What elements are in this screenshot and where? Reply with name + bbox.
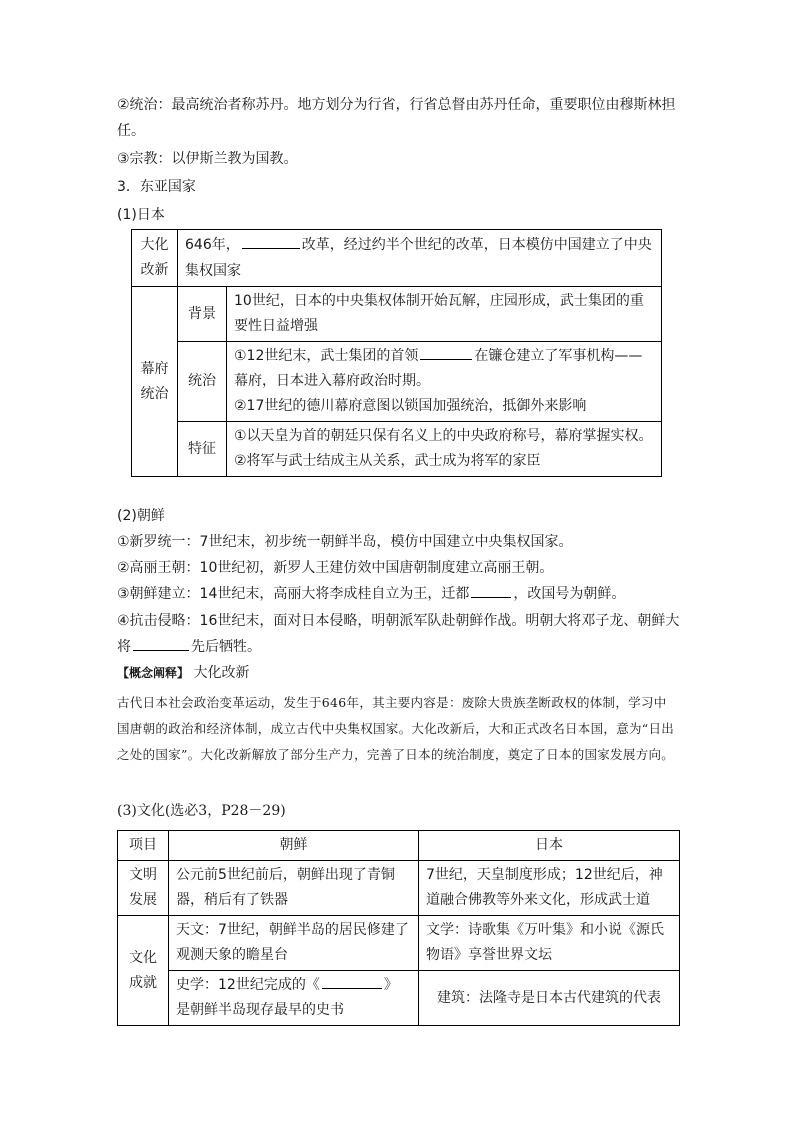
joseon-blank[interactable] [471, 583, 511, 598]
feature-1: ①以天皇为首的朝廷只保有名义上的中央政府称号，幕府掌握实权。 [234, 428, 653, 444]
bakufu-label: 幕府统治 [132, 287, 178, 477]
table-row [132, 422, 662, 477]
taika-cell [178, 230, 662, 287]
hist-post: 》是朝鲜半岛现存最早的史书 [176, 977, 398, 1018]
table-row [118, 861, 680, 916]
rule-1-pre: ①12世纪末，武士集团的首领 [234, 348, 419, 364]
civ-japan: 7世纪，天皇制度形成；12世纪后，神道融合佛教等外来文化，形成武士道 [419, 861, 680, 916]
arch-japan: 建筑：法隆寺是日本古代建筑的代表 [419, 971, 680, 1026]
korea-joseon [117, 581, 687, 607]
hist-korea [169, 971, 419, 1026]
hist-pre: 史学：12世纪完成的《 [176, 977, 320, 993]
concept-paragraph: 古代日本社会政治变革运动，发生于646年，其主要内容是：废除大贵族垄断政权的体制，学习中国唐朝的政治和经济体制，成立古代中央集权国家。大化改新后，大和正式改名日本国，意为“日出之处的国家”。大化改新解放了部分生产力，完善了日本的统治制度，奠定了日本的国家发展方向。 [117, 695, 675, 762]
concept-tag: 【概念阐释】 [117, 666, 190, 680]
background-text: 10世纪，日本的中央集权体制开始瓦解，庄园形成，武士集团的重要性日益增强 [227, 287, 662, 342]
feature-cell [227, 422, 662, 477]
korea-resist-1: ④抗击侵略：16世纪末，面对日本侵略，明朝派军队赴朝鲜作战。明朝大将邓子龙、朝鲜大 [117, 613, 680, 629]
taika-blank[interactable] [242, 234, 300, 249]
korea-heading: (2)朝鲜 [117, 508, 165, 524]
rule-cell [227, 342, 662, 422]
japan-heading: (1)日本 [117, 207, 165, 223]
table-row [132, 342, 662, 422]
taika-text-post: 改革，经过约半个世纪的改革，日本模仿中国建立了中央集权国家 [185, 237, 652, 279]
concept-text [117, 690, 679, 768]
feature-2: ②将军与武士结成主从关系，武士成为将军的家臣 [234, 453, 541, 469]
religion-line: ③宗教：以伊斯兰教为国教。 [117, 151, 298, 167]
korea-goryeo: ②高丽王朝：10世纪初，新罗人王建仿效中国唐朝制度建立高丽王朝。 [117, 560, 554, 576]
table-row [132, 287, 662, 342]
rule-label: 统治 [178, 342, 227, 422]
taika-text-pre: 646年， [185, 237, 240, 253]
table-row [118, 831, 680, 861]
joseon-post: ，改国号为朝鲜。 [513, 586, 626, 602]
korea-resist-2 [117, 634, 687, 660]
hist-blank[interactable] [322, 974, 382, 989]
culture-heading: (3)文化(选必3，P28－29) [117, 803, 286, 819]
taika-label: 大化改新 [132, 230, 178, 287]
col-item: 项目 [118, 831, 169, 861]
governance-line-1: ②统治：最高统治者称苏丹。地方划分为行省，行省总督由苏丹任命，重要职位由穆斯林担 [117, 97, 676, 113]
civ-label: 文明发展 [118, 861, 169, 916]
feature-label: 特征 [178, 422, 227, 477]
rule-blank[interactable] [420, 345, 472, 360]
resist-2-post: 先后牺牲。 [191, 639, 261, 655]
table-row [132, 230, 662, 287]
korea-silla: ①新罗统一：7世纪末，初步统一朝鲜半岛，模仿中国建立中央集权国家。 [117, 534, 573, 550]
concept-heading [117, 660, 687, 686]
table-row [118, 916, 680, 971]
section-3-heading: 3．东亚国家 [117, 179, 196, 195]
col-korea: 朝鲜 [169, 831, 419, 861]
col-japan: 日本 [419, 831, 680, 861]
lit-japan: 文学：诗歌集《万叶集》和小说《源氏物语》享誉世界文坛 [419, 916, 680, 971]
concept-title: 大化改新 [193, 665, 250, 681]
ach-label: 文化成就 [118, 916, 169, 1026]
joseon-pre: ③朝鲜建立：14世纪末，高丽大将李成桂自立为王，迁都 [117, 586, 470, 602]
rule-2: ②17世纪的德川幕府意图以锁国加强统治，抵御外来影响 [234, 398, 587, 414]
table-row [118, 971, 680, 1026]
rule-1-post: 在镰仓建立了军事机构——幕府，日本进入幕府政治时期。 [234, 348, 643, 389]
background-label: 背景 [178, 287, 227, 342]
japan-table [131, 229, 662, 477]
culture-table [117, 830, 680, 1026]
resist-2-pre: 将 [117, 639, 131, 655]
governance-line-2: 任。 [117, 123, 145, 139]
resist-blank[interactable] [133, 636, 189, 651]
astro-korea: 天文：7世纪，朝鲜半岛的居民修建了观测天象的瞻星台 [169, 916, 419, 971]
civ-korea: 公元前5世纪前后，朝鲜出现了青铜器，稍后有了铁器 [169, 861, 419, 916]
